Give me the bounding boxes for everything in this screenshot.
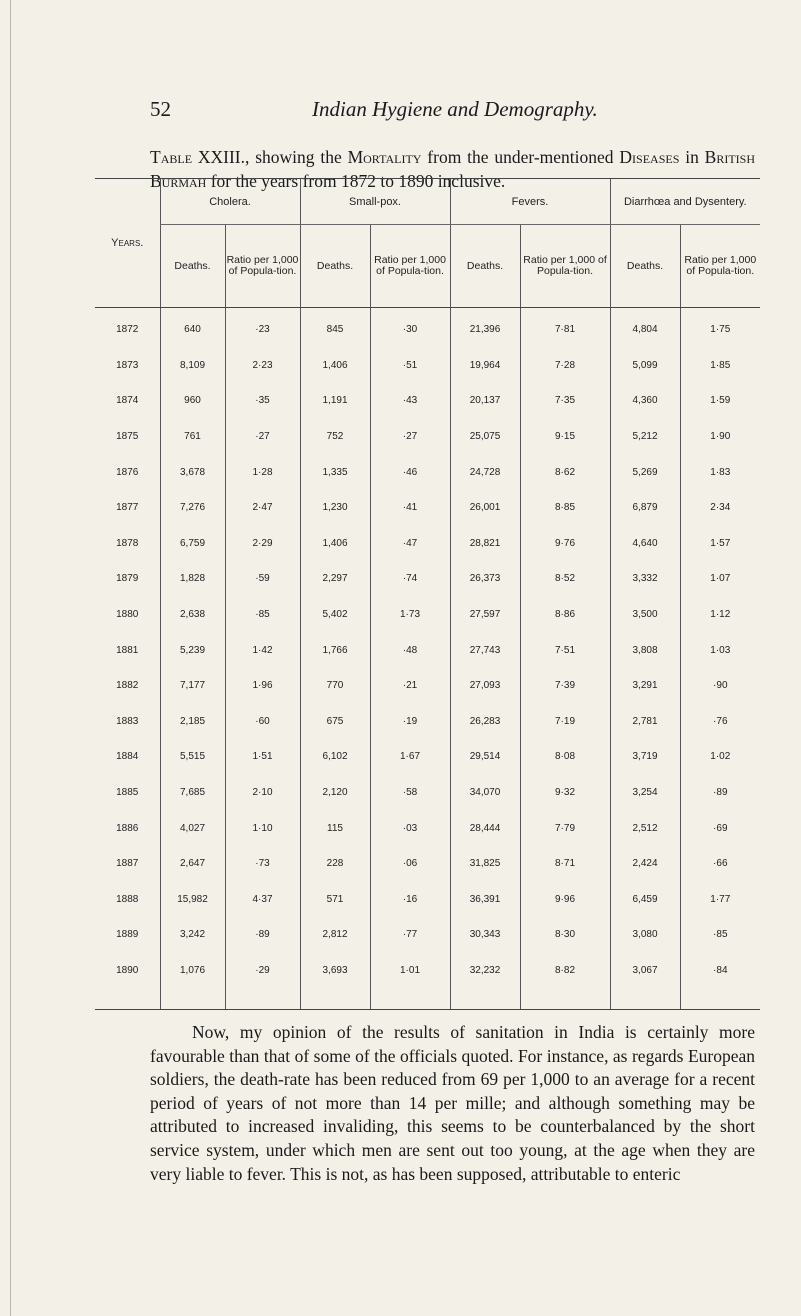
value-cell: 9·15	[520, 419, 610, 455]
value-cell: 1·01	[370, 953, 450, 1010]
value-cell: 19,964	[450, 348, 520, 384]
value-cell: 27,743	[450, 632, 520, 668]
value-cell: 7·28	[520, 348, 610, 384]
value-cell: ·46	[370, 454, 450, 490]
value-cell: 7,177	[160, 668, 225, 704]
value-cell: 1,230	[300, 490, 370, 526]
table-row	[95, 810, 760, 846]
value-cell: 960	[160, 383, 225, 419]
year-cell: 1888	[116, 893, 139, 905]
value-cell: 5,099	[610, 348, 680, 384]
value-cell: 2,424	[610, 846, 680, 882]
value-cell: 32,232	[450, 953, 520, 1010]
value-cell: 2,185	[160, 704, 225, 740]
value-cell: ·76	[680, 704, 760, 740]
year-cell: 1879	[116, 573, 139, 585]
table-row	[95, 917, 760, 953]
value-cell: 2·10	[225, 775, 300, 811]
year-cell: 1884	[116, 751, 139, 763]
value-cell: 21,396	[450, 308, 520, 348]
table-row	[95, 308, 760, 348]
value-cell: 1·96	[225, 668, 300, 704]
value-cell: 8·62	[520, 454, 610, 490]
value-cell: 1·07	[680, 561, 760, 597]
value-cell: 2,812	[300, 917, 370, 953]
value-cell: ·59	[225, 561, 300, 597]
value-cell: 9·96	[520, 882, 610, 918]
value-cell: 6,102	[300, 739, 370, 775]
value-cell: 3,067	[610, 953, 680, 1010]
table-row	[95, 454, 760, 490]
value-cell: 7,276	[160, 490, 225, 526]
value-cell: 2,638	[160, 597, 225, 633]
group-header-small-pox: Small-pox.	[300, 179, 450, 225]
value-cell: 6,459	[610, 882, 680, 918]
value-cell: 3,500	[610, 597, 680, 633]
value-cell: 5,212	[610, 419, 680, 455]
value-cell: 640	[160, 308, 225, 348]
caption-text: for the years from 1872 to 1890 inclusive.	[206, 171, 506, 191]
value-cell: 1·42	[225, 632, 300, 668]
value-cell: ·84	[680, 953, 760, 1010]
value-cell: 2,647	[160, 846, 225, 882]
value-cell: ·47	[370, 526, 450, 562]
table-row	[95, 632, 760, 668]
value-cell: ·58	[370, 775, 450, 811]
value-cell: 228	[300, 846, 370, 882]
year-cell: 1875	[116, 431, 139, 443]
subheader-ratio: Ratio per 1,000 of Popula-tion.	[225, 225, 300, 308]
value-cell: 1·75	[680, 308, 760, 348]
value-cell: ·85	[225, 597, 300, 633]
table-body	[95, 308, 760, 1010]
value-cell: 7·51	[520, 632, 610, 668]
value-cell: 26,373	[450, 561, 520, 597]
caption-highlight: British Burmah	[150, 147, 755, 191]
value-cell: ·73	[225, 846, 300, 882]
value-cell: 25,075	[450, 419, 520, 455]
value-cell: ·60	[225, 704, 300, 740]
value-cell: 3,080	[610, 917, 680, 953]
table-row	[95, 526, 760, 562]
value-cell: 3,291	[610, 668, 680, 704]
value-cell: 6,759	[160, 526, 225, 562]
value-cell: ·30	[370, 308, 450, 348]
value-cell: 26,001	[450, 490, 520, 526]
table-row	[95, 668, 760, 704]
running-title: Indian Hygiene and Demography.	[312, 97, 598, 121]
value-cell: 770	[300, 668, 370, 704]
table-row	[95, 597, 760, 633]
value-cell: ·90	[680, 668, 760, 704]
value-cell: 1·28	[225, 454, 300, 490]
value-cell: 4,804	[610, 308, 680, 348]
subheader-deaths: Deaths.	[610, 225, 680, 308]
value-cell: 7·81	[520, 308, 610, 348]
value-cell: 2,512	[610, 810, 680, 846]
value-cell: 2·47	[225, 490, 300, 526]
value-cell: 1,406	[300, 526, 370, 562]
value-cell: 1,766	[300, 632, 370, 668]
value-cell: ·66	[680, 846, 760, 882]
table-subheader-row	[95, 225, 760, 308]
value-cell: 31,825	[450, 846, 520, 882]
value-cell: 8·85	[520, 490, 610, 526]
value-cell: 2·29	[225, 526, 300, 562]
table-row	[95, 383, 760, 419]
table-row	[95, 882, 760, 918]
value-cell: 8·86	[520, 597, 610, 633]
value-cell: 752	[300, 419, 370, 455]
group-header-cholera: Cholera.	[160, 179, 300, 225]
value-cell: ·27	[225, 419, 300, 455]
value-cell: 4·37	[225, 882, 300, 918]
value-cell: 36,391	[450, 882, 520, 918]
subheader-deaths: Deaths.	[300, 225, 370, 308]
value-cell: 1·90	[680, 419, 760, 455]
value-cell: 2·34	[680, 490, 760, 526]
value-cell: ·03	[370, 810, 450, 846]
value-cell: 1·03	[680, 632, 760, 668]
value-cell: 1·67	[370, 739, 450, 775]
value-cell: 15,982	[160, 882, 225, 918]
value-cell: ·43	[370, 383, 450, 419]
value-cell: 3,719	[610, 739, 680, 775]
value-cell: 9·32	[520, 775, 610, 811]
table-group-header-row	[95, 179, 760, 225]
value-cell: ·41	[370, 490, 450, 526]
value-cell: 5,269	[610, 454, 680, 490]
year-cell: 1883	[116, 715, 139, 727]
page-edge-line	[10, 0, 11, 1316]
value-cell: 2,120	[300, 775, 370, 811]
value-cell: 2·23	[225, 348, 300, 384]
value-cell: 1,406	[300, 348, 370, 384]
value-cell: 4,360	[610, 383, 680, 419]
value-cell: 8·30	[520, 917, 610, 953]
value-cell: 3,332	[610, 561, 680, 597]
caption-text: from the under-mentioned	[421, 147, 620, 167]
value-cell: 761	[160, 419, 225, 455]
value-cell: 28,444	[450, 810, 520, 846]
value-cell: ·16	[370, 882, 450, 918]
value-cell: ·85	[680, 917, 760, 953]
value-cell: 7·39	[520, 668, 610, 704]
year-cell: 1885	[116, 787, 139, 799]
years-header: Years.	[95, 179, 160, 308]
value-cell: 1,335	[300, 454, 370, 490]
table-row	[95, 739, 760, 775]
body-text	[150, 1021, 755, 1186]
page-number: 52	[150, 97, 171, 121]
caption-text: , showing the	[245, 147, 348, 167]
value-cell: 27,597	[450, 597, 520, 633]
value-cell: 1·83	[680, 454, 760, 490]
value-cell: 4,027	[160, 810, 225, 846]
year-cell: 1873	[116, 359, 139, 371]
page-header	[150, 97, 750, 125]
value-cell: 5,402	[300, 597, 370, 633]
value-cell: 1·57	[680, 526, 760, 562]
value-cell: 3,678	[160, 454, 225, 490]
value-cell: 5,239	[160, 632, 225, 668]
year-cell: 1882	[116, 680, 139, 692]
value-cell: 1·59	[680, 383, 760, 419]
value-cell: 1,191	[300, 383, 370, 419]
value-cell: 26,283	[450, 704, 520, 740]
value-cell: ·35	[225, 383, 300, 419]
table-row	[95, 490, 760, 526]
value-cell: ·77	[370, 917, 450, 953]
value-cell: ·29	[225, 953, 300, 1010]
subheader-ratio: Ratio per 1,000 of Popula-tion.	[520, 225, 610, 308]
value-cell: 34,070	[450, 775, 520, 811]
value-cell: 115	[300, 810, 370, 846]
value-cell: 7,685	[160, 775, 225, 811]
group-header-fevers: Fevers.	[450, 179, 610, 225]
value-cell: ·21	[370, 668, 450, 704]
value-cell: 1·85	[680, 348, 760, 384]
value-cell: ·89	[225, 917, 300, 953]
value-cell: ·48	[370, 632, 450, 668]
value-cell: 27,093	[450, 668, 520, 704]
subheader-ratio: Ratio per 1,000 of Popula-tion.	[680, 225, 760, 308]
value-cell: 8·71	[520, 846, 610, 882]
table-label: Table XXIII.	[150, 147, 245, 167]
body-paragraph: Now, my opinion of the results of sanitation in India is certainly more favourable than that of some of the officials quoted. For instance, as regards European soldiers, the death-rate has been reduced from 69 per 1,000 to an average for a recent period of years of not more than 14 per mille; and although something may be attributed to increased invaliding, this seems to be counterbalanced by the short service system, under which men are sent out too young, at the age when they are very liable to fever. This is not, as has been supposed, attributable to enteric	[150, 1022, 755, 1184]
year-cell: 1889	[116, 929, 139, 941]
value-cell: 24,728	[450, 454, 520, 490]
value-cell: 3,693	[300, 953, 370, 1010]
value-cell: 675	[300, 704, 370, 740]
table-row	[95, 348, 760, 384]
value-cell: 2,297	[300, 561, 370, 597]
value-cell: 1·10	[225, 810, 300, 846]
value-cell: 3,808	[610, 632, 680, 668]
value-cell: ·06	[370, 846, 450, 882]
value-cell: 8·52	[520, 561, 610, 597]
value-cell: ·27	[370, 419, 450, 455]
value-cell: 1·12	[680, 597, 760, 633]
table-row	[95, 953, 760, 1010]
value-cell: 8,109	[160, 348, 225, 384]
year-cell: 1881	[116, 644, 139, 656]
value-cell: 7·79	[520, 810, 610, 846]
value-cell: 571	[300, 882, 370, 918]
value-cell: 6,879	[610, 490, 680, 526]
value-cell: 20,137	[450, 383, 520, 419]
table-row	[95, 704, 760, 740]
value-cell: 3,242	[160, 917, 225, 953]
value-cell: 9·76	[520, 526, 610, 562]
value-cell: ·89	[680, 775, 760, 811]
value-cell: 1·73	[370, 597, 450, 633]
value-cell: 28,821	[450, 526, 520, 562]
value-cell: 1·77	[680, 882, 760, 918]
value-cell: 8·82	[520, 953, 610, 1010]
year-cell: 1880	[116, 609, 139, 621]
value-cell: 845	[300, 308, 370, 348]
value-cell: ·69	[680, 810, 760, 846]
caption-text: in	[679, 147, 705, 167]
value-cell: 1,828	[160, 561, 225, 597]
year-cell: 1886	[116, 822, 139, 834]
value-cell: 5,515	[160, 739, 225, 775]
mortality-table	[95, 178, 760, 1010]
year-cell: 1890	[95, 953, 160, 1010]
caption-highlight: Mortality	[347, 147, 422, 167]
value-cell: 30,343	[450, 917, 520, 953]
value-cell: 2,781	[610, 704, 680, 740]
value-cell: ·23	[225, 308, 300, 348]
value-cell: 7·19	[520, 704, 610, 740]
value-cell: 8·08	[520, 739, 610, 775]
year-cell: 1872	[116, 324, 139, 336]
value-cell: ·74	[370, 561, 450, 597]
group-header-diarrhoea: Diarrhœa and Dysentery.	[610, 179, 760, 225]
value-cell: ·19	[370, 704, 450, 740]
value-cell: 29,514	[450, 739, 520, 775]
year-cell: 1878	[116, 537, 139, 549]
year-cell: 1877	[116, 502, 139, 514]
value-cell: 1·02	[680, 739, 760, 775]
table-row	[95, 775, 760, 811]
value-cell: 3,254	[610, 775, 680, 811]
table-row	[95, 846, 760, 882]
subheader-deaths: Deaths.	[450, 225, 520, 308]
table-row	[95, 561, 760, 597]
year-cell: 1876	[116, 466, 139, 478]
year-cell: 1887	[116, 858, 139, 870]
table-row	[95, 419, 760, 455]
subheader-deaths: Deaths.	[160, 225, 225, 308]
caption-highlight: Diseases	[619, 147, 680, 167]
subheader-ratio: Ratio per 1,000 of Popula-tion.	[370, 225, 450, 308]
value-cell: ·51	[370, 348, 450, 384]
year-cell: 1874	[116, 395, 139, 407]
value-cell: 7·35	[520, 383, 610, 419]
value-cell: 1·51	[225, 739, 300, 775]
value-cell: 4,640	[610, 526, 680, 562]
value-cell: 1,076	[160, 953, 225, 1010]
